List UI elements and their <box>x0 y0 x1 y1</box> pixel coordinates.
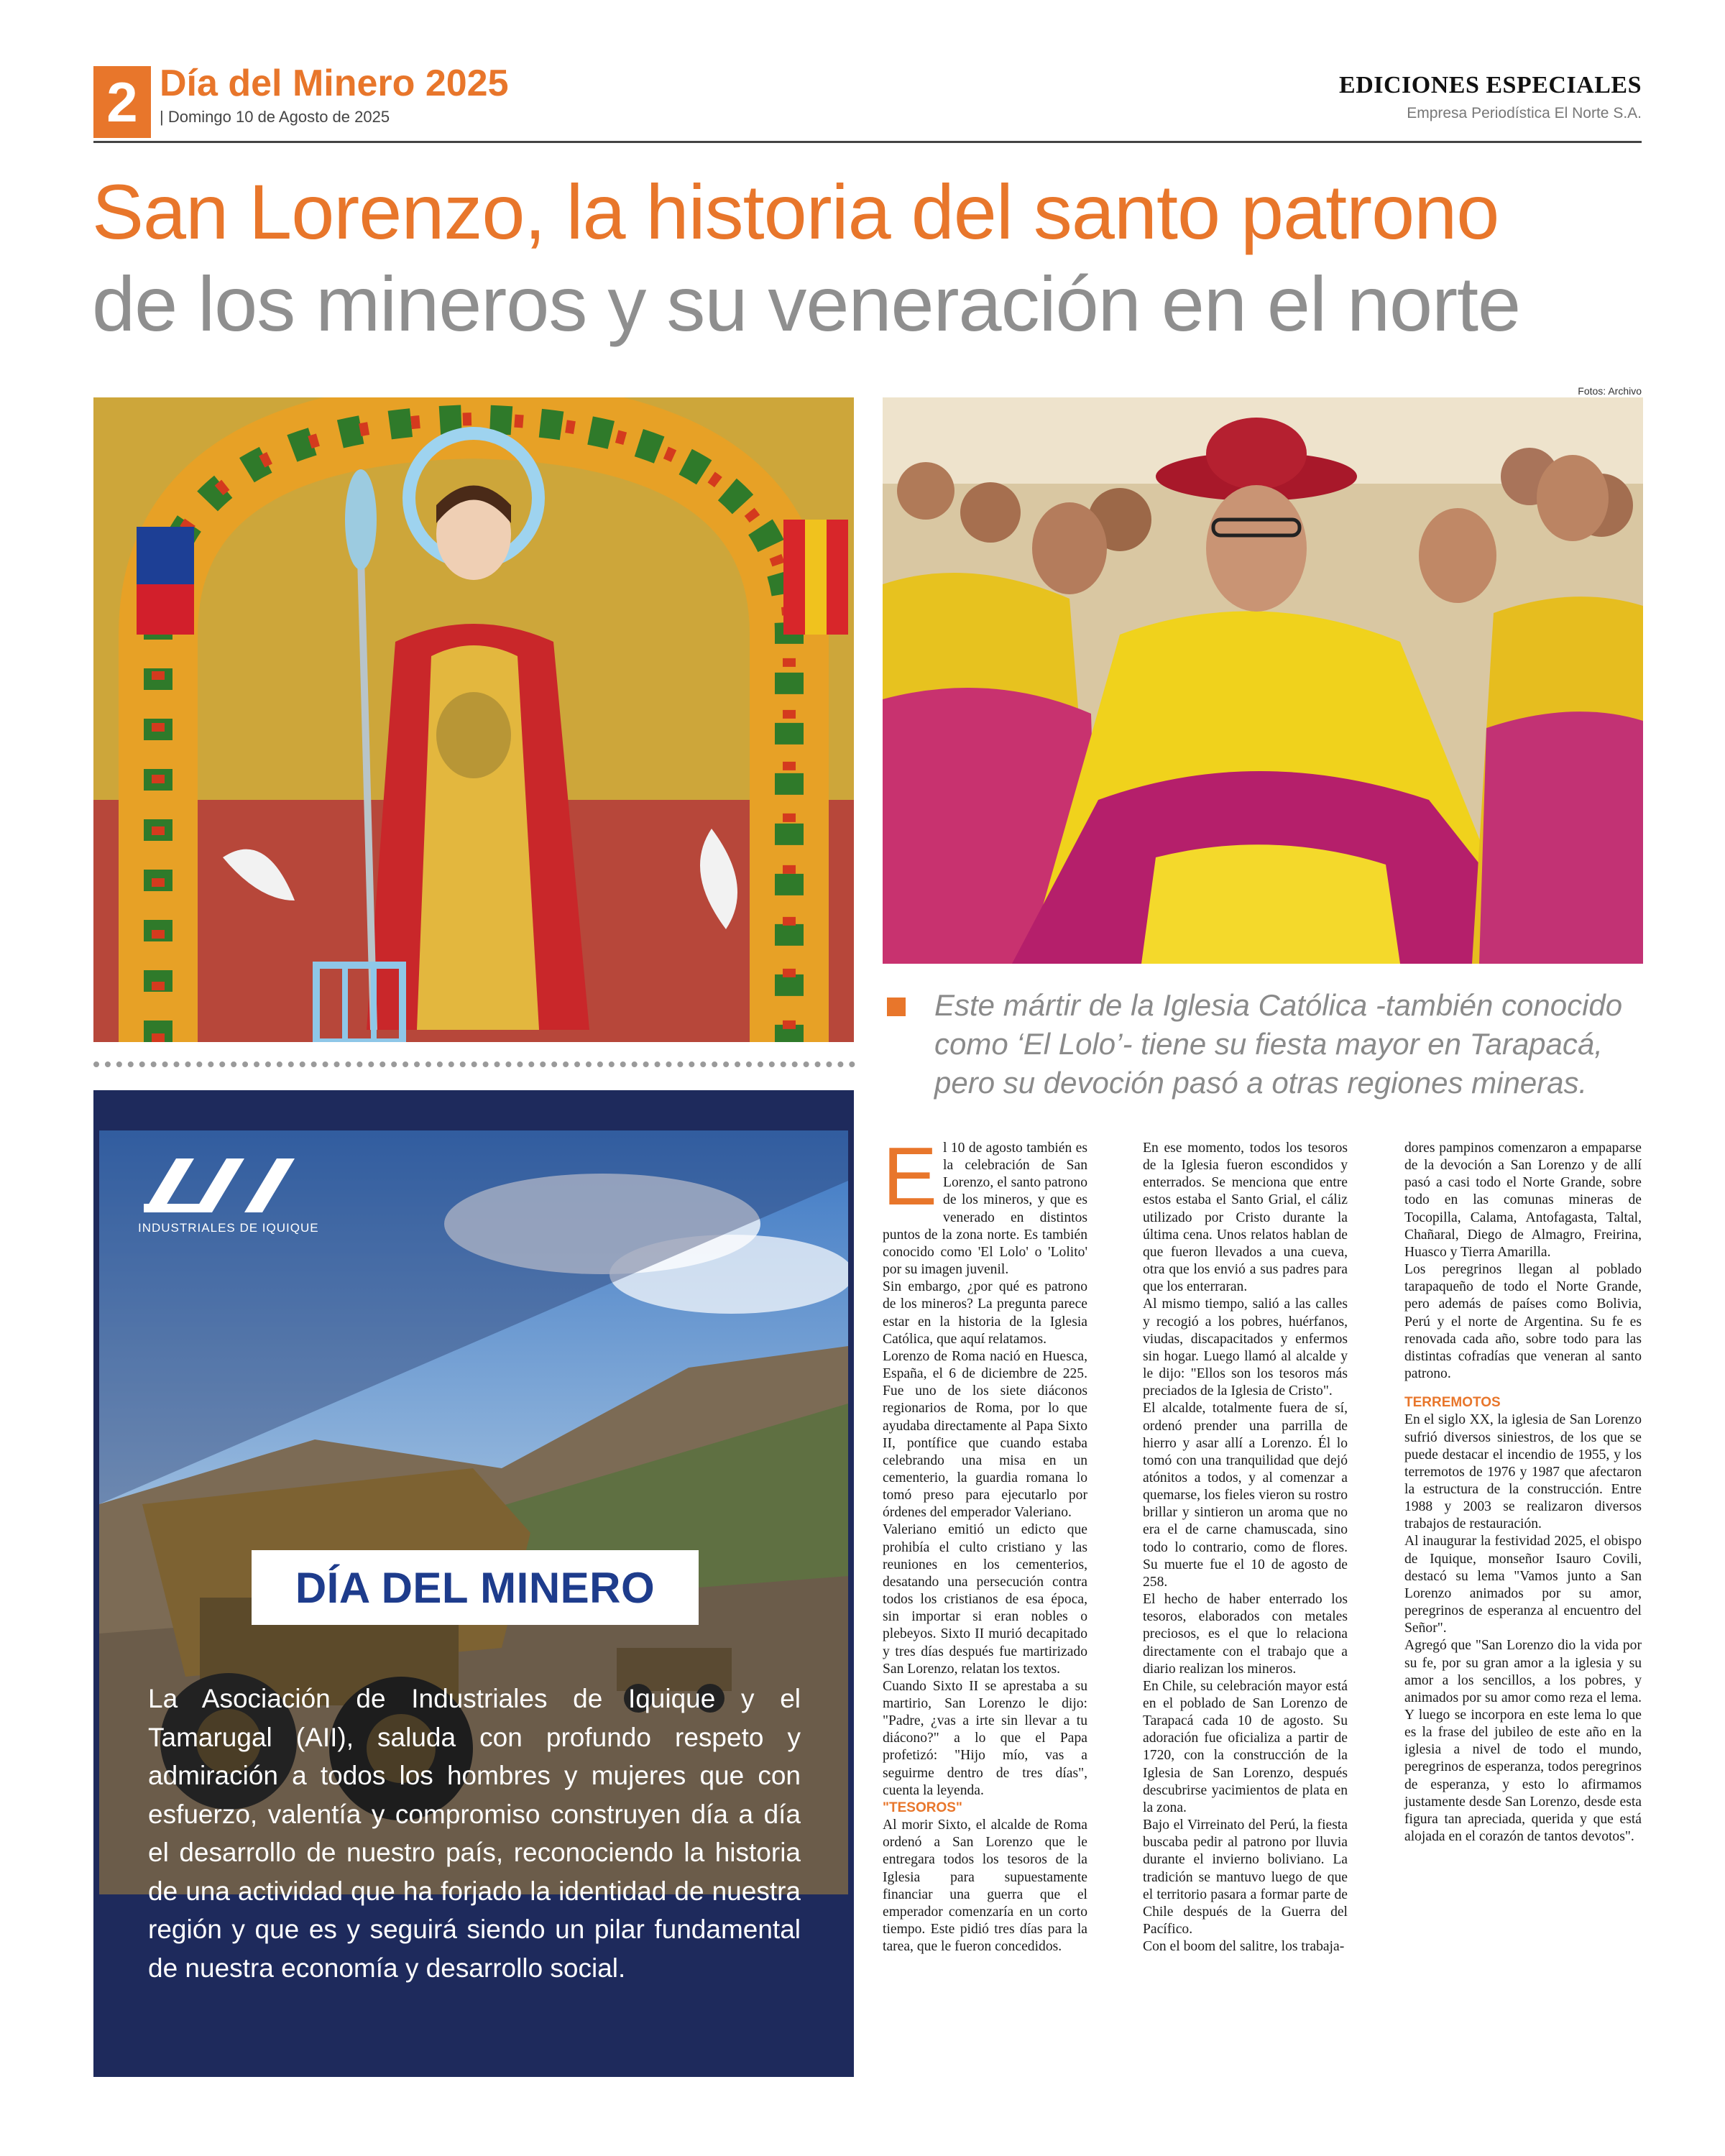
article-paragraph: Valeriano emitió un edicto que prohibía el culto cristiano y las reuniones en los cementerios, desatando una persecución contra todos los cristianos de esa época, sin importar si eran nobles o plebeyos. Sixto II murió decapitado y tres días después fue martirizado San Lorenzo, relatan los textos. <box>883 1522 1087 1677</box>
article-column-3 <box>1404 1140 1642 1846</box>
issue-date: | Domingo 10 de Agosto de 2025 <box>160 108 390 126</box>
photo-caption: Este mártir de la Iglesia Católica -también conocido como ‘El Lolo’- tiene su fiesta mayor en Tarapacá, pero su devoción pasó a otras regiones mineras. <box>934 988 1623 1100</box>
ad-title-box <box>252 1550 699 1625</box>
article-paragraph: Sin embargo, ¿por qué es patrono de los mineros? La pregunta parece estar en la historia de la Iglesia Católica, que aquí relatamos. <box>883 1279 1087 1347</box>
saint-statue-photo <box>93 397 854 1042</box>
article-paragraph: En el siglo XX, la iglesia de San Lorenzo sufrió diversos siniestros, de los que se puede destacar el incendio de 1955, y los terremotos de 1976 y 1987 que afectaron la estructura de la construcción. Entre 1988 y 2003 se realizaron diversos trabajos de restauración. <box>1404 1412 1642 1532</box>
article-paragraph: Al inaugurar la festividad 2025, el obispo de Iquique, monseñor Isauro Covili, destacó su lema "Vamos junto a San Lorenzo animados por su amor, peregrinos de esperanza al encuentro del Señor". <box>1404 1534 1642 1636</box>
header-divider <box>93 141 1642 143</box>
caption-marker <box>887 998 906 1016</box>
article-paragraph: Con el boom del salitre, los trabaja- <box>1143 1939 1345 1955</box>
dancers-photo <box>883 397 1643 964</box>
ad-message: La Asociación de Industriales de Iquique y el Tamarugal (AII), saluda con profundo respeto y admiración a todos los hombres y mujeres que con esfuerzo, valentía y compromiso construyen día a día el desarrollo de nuestro país, reconociendo la historia de una actividad que ha forjado la identidad de nuestra región y que es y seguirá siendo un pilar fundamental de nuestra economía y desarrollo social. <box>148 1684 801 1983</box>
article-paragraph: En Chile, su celebración mayor está en el poblado de San Lorenzo de Tarapacá cada 10 de agosto. Su adoración fue oficializa a partir de 1720, con la construcción de la Iglesia de San Lorenzo, después descubrirse yacimientos de plata en la zona. <box>1143 1678 1348 1815</box>
article-paragraph: El alcalde, totalmente fuera de sí, ordenó prender una parrilla de hierro y asar allí a Lorenzo. Él lo tomó con una tranquilidad que dejó atónitos a todos, y al comenzar a quemarse, los fieles vieron su rostro brillar y sintieron un aroma que no era el de carne chamuscada, sino todo lo contrario, como de flores. Su muerte fue el 10 de agosto de 258. <box>1143 1401 1348 1590</box>
article-paragraph: l 10 de agosto también es la celebración de San Lorenzo, el santo patrono de los mineros, y que es venerado en distintos puntos de la zona norte. Es también conocido como 'El Lolo' o 'Lolito' por su imagen juvenil. <box>883 1141 1087 1278</box>
article-paragraph: Al morir Sixto, el alcalde de Roma ordenó a San Lorenzo que le entregara todos los tesoros de la Iglesia para supuestamente financiar una guerra que el emperador comenzaría en un corto tiempo. Este pidió tres días para la tarea, que le fueron concedidos. <box>883 1818 1087 1955</box>
photo-credit: Fotos: Archivo <box>1578 385 1642 397</box>
dancers-illustration <box>883 397 1643 964</box>
article-paragraph: dores pampinos comenzaron a empaparse de la devoción a San Lorenzo y de allí pasó a casi todo el Norte Grande, sobre todo en las comunas mineras de Tocopilla, Calama, Antofagasta, Taltal, Chañaral, Diego de Almagro, Freirina, Huasco y Tierra Amarilla. <box>1404 1141 1642 1260</box>
drop-cap: E <box>883 1131 938 1222</box>
aii-logo-icon <box>144 1155 316 1220</box>
headline-line-1: San Lorenzo, la historia del santo patrono <box>92 168 1499 255</box>
aii-advertisement <box>93 1090 854 2077</box>
article-paragraph: El hecho de haber enterrado los tesoros, elaborados con metales preciosos, es el que lo relaciona directamente con el trabajo que a diario realizan los mineros. <box>1143 1592 1348 1677</box>
aii-logo-text: INDUSTRIALES DE IQUIQUE <box>138 1221 319 1235</box>
page-number: 2 <box>93 66 151 138</box>
article-paragraph: Lorenzo de Roma nació en Huesca, España, el 6 de diciembre de 225. Fue uno de los siete diáconos regionarios de Roma, por lo que ayudaba directamente al Papa Sixto II, pontífice que cuando estaba celebrando una misa en un cementerio, la guardia romana lo tomó preso para ejecutarlo por órdenes del emperador Valeriano. <box>883 1348 1087 1521</box>
subhead-terremotos: TERREMOTOS <box>1404 1395 1501 1411</box>
publication-name: EDICIONES ESPECIALES <box>1339 72 1642 98</box>
publisher-company: Empresa Periodística El Norte S.A. <box>1407 105 1642 121</box>
article-paragraph: Al mismo tiempo, salió a las calles y recogió a los pobres, huérfanos, viudas, discapacitados y enfermos sin hogar. Luego llamó al alcalde y le dijo: "Ellos son los tesoros más preciados de la Iglesia de Cristo". <box>1143 1296 1348 1399</box>
article-column-1 <box>883 1131 1087 1955</box>
section-title: Día del Minero 2025 <box>160 63 509 104</box>
article-paragraph: Los peregrinos llegan al poblado tarapaqueño de todo el Norte Grande, pero además de países como Bolivia, Perú y el norte de Argentina. Su fe es renovada cada año, sobre todo para las distintas cofradías que veneran al santo patrono. <box>1404 1262 1642 1382</box>
article-paragraph: Agregó que "San Lorenzo dio la vida por su fe, por su gran amor a la iglesia y su amor a los sencillos, a los pobres, y animados por su amor como reza el lema. Y luego se incorpora en este lema lo que es la frase del jubileo de este año en la iglesia a nivel de todo el mundo, peregrinos de esperanza, todos peregrinos de esperanza, y esto lo afirmamos justamente desde San Lorenzo, desde esta figura tan apreciada, querida y que está alojada en el corazón de tantos devotos". <box>1404 1638 1642 1845</box>
article-paragraph: Bajo el Virreinato del Perú, la fiesta buscaba pedir al patrono por lluvia durante el invierno boliviano. La tradición se mantuvo luego de que el territorio pasara a formar parte de Chile después de la Guerra del Pacífico. <box>1143 1818 1348 1938</box>
article-column-2 <box>1143 1140 1348 1955</box>
ad-title: DÍA DEL MINERO <box>295 1563 656 1612</box>
article-paragraph: En ese momento, todos los tesoros de la Iglesia fueron escondidos y enterrados. Se menciona que entre estos estaba el Santo Grial, el cáliz utilizado por Cristo durante la última cena. Unos relatos hablan de que fueron llevados a una cueva, otra que los envió a sus padres para que los enterraran. <box>1143 1141 1348 1295</box>
article-paragraph: Cuando Sixto II se aprestaba a su martirio, San Lorenzo le dijo: "Padre, ¿vas a irte sin llevar a tu diácono?" a lo que el Papa profetizó: "Hijo mío, vas a seguirme dentro de tres días", cuenta la leyenda. <box>883 1678 1087 1798</box>
headline-line-2: de los mineros y su veneración en el norte <box>92 260 1521 347</box>
subhead-tesoros: "TESOROS" <box>883 1800 962 1815</box>
dotted-divider <box>93 1061 855 1067</box>
saint-statue-illustration <box>93 397 854 1042</box>
